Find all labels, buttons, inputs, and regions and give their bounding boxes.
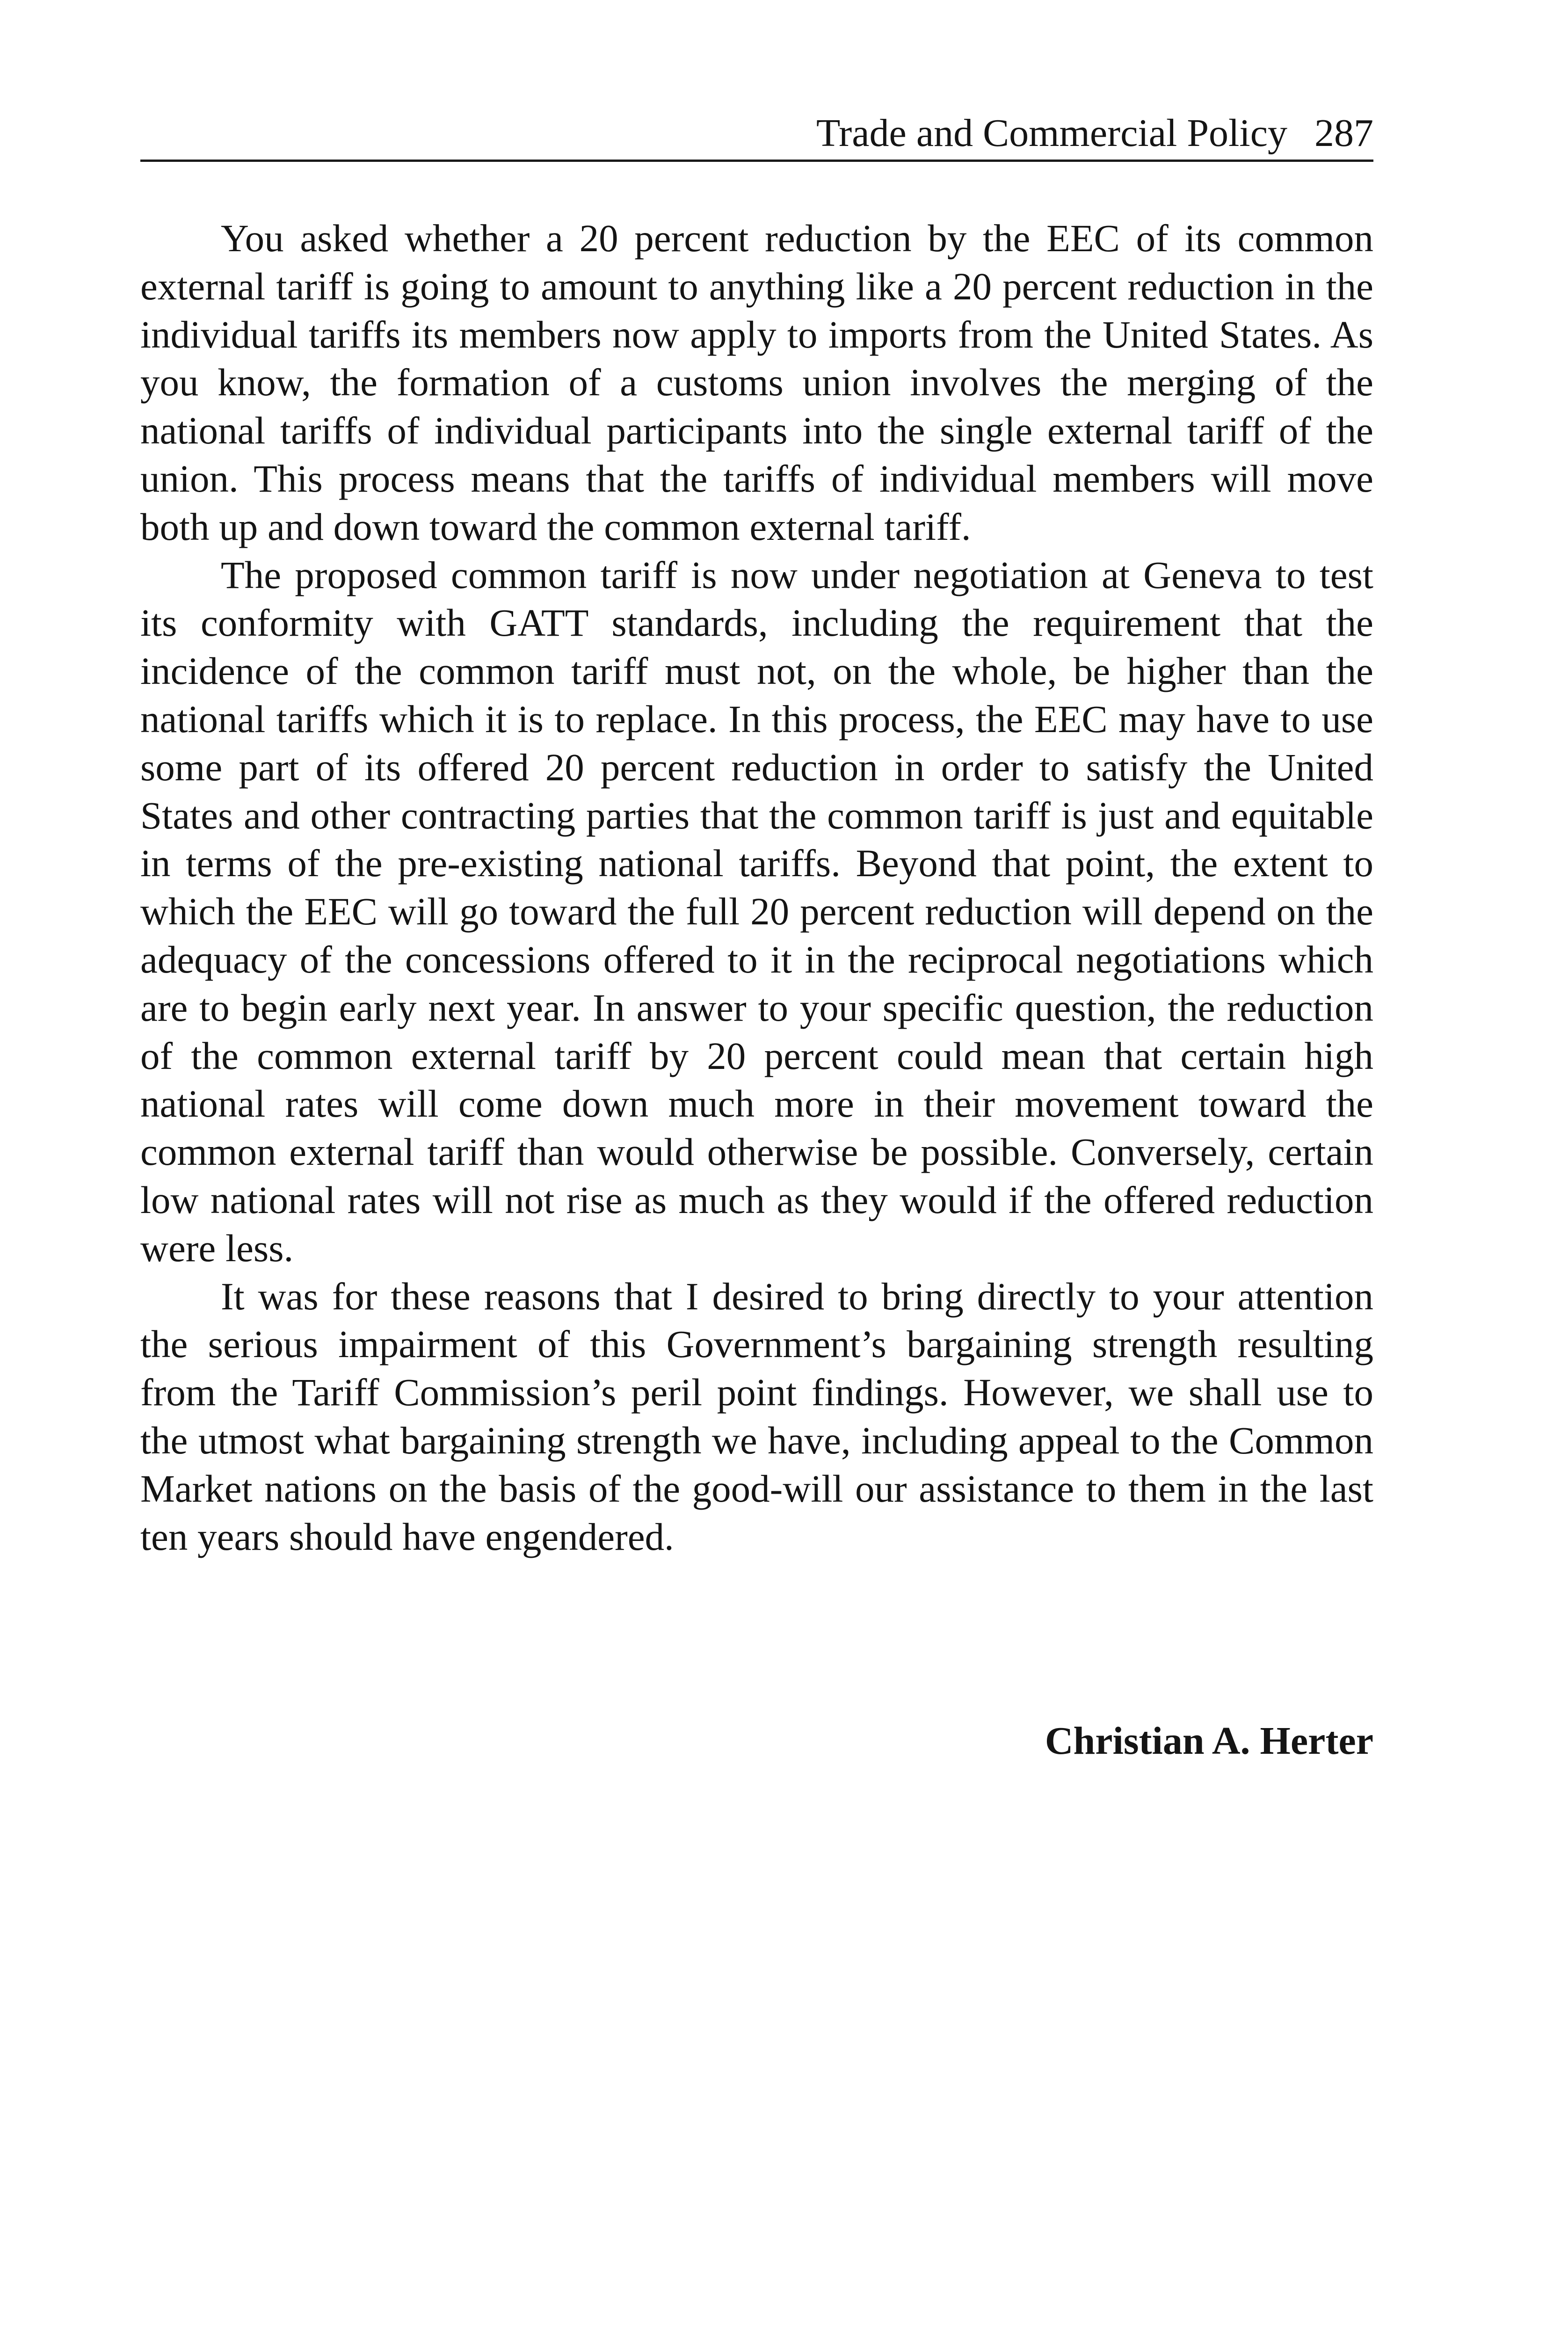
paragraph-1: You asked whether a 20 percent reduction by the EEC of its common external tariff is going to amount to anything like a 20 percent reduction in the individual tariffs its members now apply to imports from the United States. As you know, the formation of a customs union involves the merging of the national tariffs of individual participants into the single external tariff of the union. This process means that the tariffs of individual members will move both up and down toward the common external tariff. xyxy=(140,217,1373,548)
paragraph-2: The proposed common tariff is now under negotiation at Geneva to test its conformity with GATT standards, including the requirement that the incidence of the common tariff must not, on the whole, be higher than the national tariffs which it is to replace. In this process, the EEC may have to use some part of its offered 20 percent reduction in order to satisfy the United States and other contracting parties that the common tariff is just and equitable in terms of the pre-existing national tariffs. Beyond that point, the extent to which the EEC will go toward the full 20 percent reduction will depend on the adequacy of the concessions offered to it in the reciprocal negotiations which are to begin early next year. In answer to your specific question, the reduction of the common external tariff by 20 percent could mean that certain high national rates will come down much more in their movement toward the common external tariff than would otherwise be possible. Conversely, certain low national rates will not rise as much as they would if the offered reduction were less. xyxy=(140,553,1373,1270)
running-head xyxy=(140,110,1373,162)
book-page xyxy=(140,0,1373,2339)
running-head-title: Trade and Commercial Policy xyxy=(816,111,1287,155)
signature: Christian A. Herter xyxy=(1045,1719,1373,1763)
letter-body xyxy=(140,214,1373,1561)
page-number: 287 xyxy=(1314,111,1373,155)
paragraph-3: It was for these reasons that I desired to bring directly to your attention the serious impairment of this Government’s bargaining strength resulting from the Tariff Commission’s peril point findings. However, we shall use to the utmost what bargaining strength we have, including appeal to the Common Market nations on the basis of the good-will our assistance to them in the last ten years should have engendered. xyxy=(140,1274,1373,1558)
